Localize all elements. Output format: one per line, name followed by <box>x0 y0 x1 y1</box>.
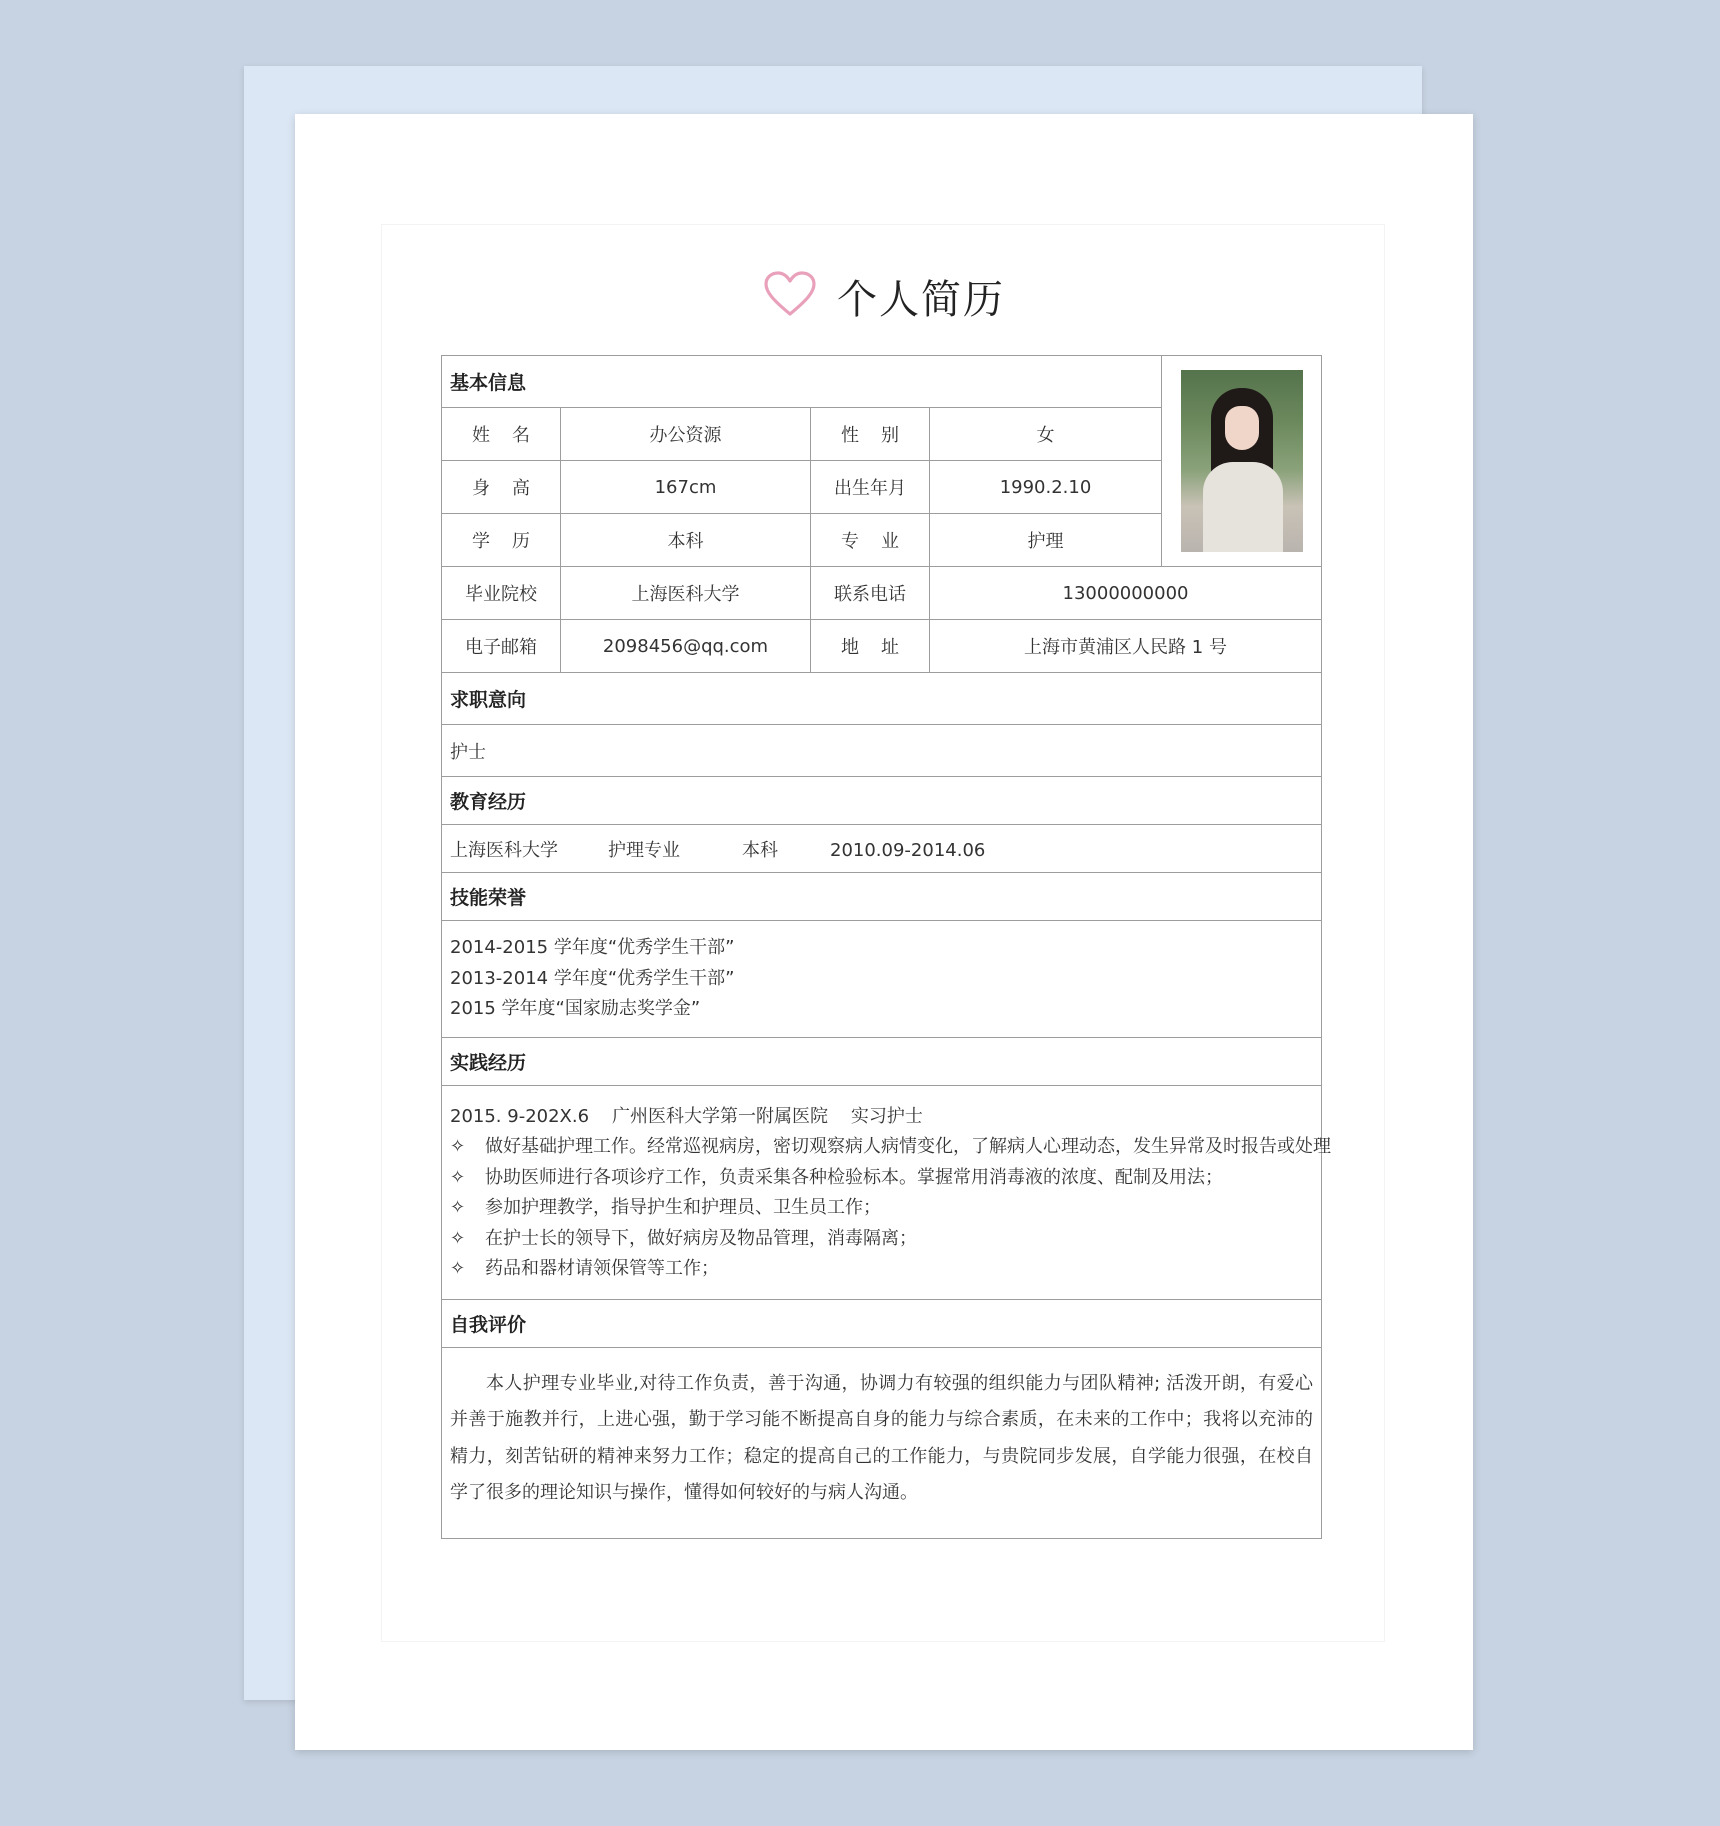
name-value: 办公资源 <box>561 408 811 461</box>
section-basic-info: 基本信息 <box>442 356 1162 408</box>
diamond-star-icon: ✧ <box>450 1136 466 1157</box>
title-row <box>295 266 1473 326</box>
heart-outline-icon <box>763 270 817 322</box>
practice-list <box>442 1085 1331 1299</box>
education-period: 2010.09-2014.06 <box>830 839 986 861</box>
major-value: 护理 <box>930 514 1162 567</box>
self-eval-text: 本人护理专业毕业,对待工作负责，善于沟通，协调力有较强的组织能力与团队精神; 活泼开朗，有爱心并善于施教并行，上进心强，勤于学习能不断提高自身的能力与综合素质，在未来的工作中；我将以充沛的精力，刻苦钻研的精神来努力工作；稳定的提高自己的工作能力，与贵院同步发展，自学能力很强，在校自学了很多的理论知识与操作，懂得如何较好的与病人沟通。 <box>442 1347 1322 1538</box>
section-self-eval: 自我评价 <box>442 1299 1322 1347</box>
resume-table <box>441 355 1331 1539</box>
resume-page <box>295 114 1473 1750</box>
degree-value: 本科 <box>561 514 811 567</box>
practice-item: ✧ 参加护理教学，指导护生和护理员、卫生员工作； <box>450 1193 1313 1224</box>
section-intent: 求职意向 <box>442 673 1322 725</box>
birth-label: 出生年月 <box>811 461 930 514</box>
education-major: 护理专业 <box>608 839 680 861</box>
photo-cell <box>1162 356 1322 567</box>
section-education: 教育经历 <box>442 777 1322 825</box>
address-label: 地址 <box>841 637 921 658</box>
practice-item: ✧ 药品和器材请领保管等工作； <box>450 1254 1313 1285</box>
diamond-star-icon: ✧ <box>450 1197 466 1218</box>
height-label: 身高 <box>472 478 552 499</box>
phone-value: 13000000000 <box>930 567 1322 620</box>
gender-value: 女 <box>930 408 1162 461</box>
section-practice: 实践经历 <box>442 1037 1322 1085</box>
practice-item: ✧ 在护士长的领导下，做好病房及物品管理，消毒隔离； <box>450 1224 1313 1255</box>
phone-label: 联系电话 <box>811 567 930 620</box>
email-value: 2098456@qq.com <box>561 620 811 673</box>
education-degree: 本科 <box>742 839 778 861</box>
education-school: 上海医科大学 <box>450 839 558 861</box>
intent-value: 护士 <box>442 725 1322 777</box>
practice-item: ✧ 做好基础护理工作。经常巡视病房，密切观察病人病情变化，了解病人心理动态，发生异常及时报告或处理 <box>450 1132 1313 1163</box>
honors-list <box>442 921 1322 1038</box>
honor-item: 2013-2014 学年度“优秀学生干部” <box>450 967 735 989</box>
major-label: 专业 <box>841 531 921 552</box>
portrait-photo <box>1181 370 1303 552</box>
address-value: 上海市黄浦区人民路 1 号 <box>930 620 1322 673</box>
diamond-star-icon: ✧ <box>450 1227 466 1249</box>
email-label: 电子邮箱 <box>442 620 561 673</box>
practice-item: ✧ 协助医师进行各项诊疗工作，负责采集各种检验标本。掌握常用消毒液的浓度、配制及用法； <box>450 1163 1313 1194</box>
school-value: 上海医科大学 <box>561 567 811 620</box>
diamond-star-icon: ✧ <box>450 1166 466 1188</box>
degree-label: 学历 <box>472 531 552 552</box>
school-label: 毕业院校 <box>442 567 561 620</box>
birth-value: 1990.2.10 <box>930 461 1162 514</box>
diamond-star-icon: ✧ <box>450 1258 466 1279</box>
practice-header: 2015. 9-202X.6 广州医科大学第一附属医院 实习护士 <box>450 1105 923 1127</box>
section-honors: 技能荣誉 <box>442 873 1322 921</box>
page-title: 个人简历 <box>837 276 1005 323</box>
name-label: 姓名 <box>472 425 552 446</box>
gender-label: 性别 <box>841 425 921 446</box>
height-value: 167cm <box>561 461 811 514</box>
honor-item: 2014-2015 学年度“优秀学生干部” <box>450 937 735 958</box>
honor-item: 2015 学年度“国家励志奖学金” <box>450 998 701 1019</box>
education-row <box>442 825 1322 873</box>
